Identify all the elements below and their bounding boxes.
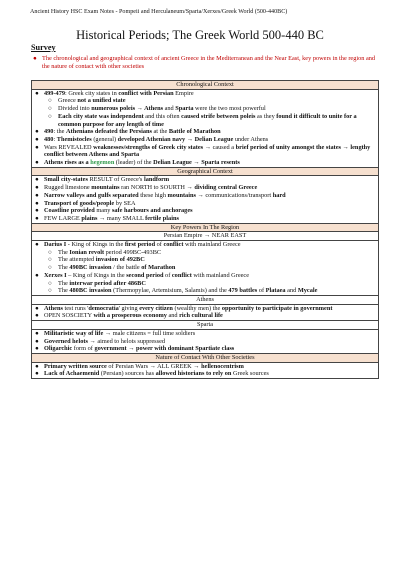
section-chronological: Chronological Context — [32, 81, 379, 90]
circle-bullet-icon: ○ — [48, 279, 52, 287]
section-geographical: Geographical Context — [32, 167, 379, 176]
bullet-icon: ● — [35, 143, 39, 151]
section-key-powers: Key Powers In The Region — [32, 223, 379, 232]
list-item: ○ The Ionian revolt period 499BC-493BC — [48, 248, 162, 256]
list-item: ● Narrow valleys and gulfs separated these high mountains → communications/transport hard — [35, 191, 286, 199]
chronological-cell — [32, 89, 379, 167]
subsection-sparta: Sparta — [32, 321, 379, 330]
list-item: ● FEW LARGE plains → many SMALL fertile plains — [35, 214, 179, 222]
bullet-icon: ● — [35, 135, 39, 143]
section-contact: Nature of Contact With Other Societies — [32, 353, 379, 362]
list-item: ● Xerxes I – King of Kings in the second period of conflict with mainland Greece — [35, 271, 250, 279]
list-item: ● Primary written source of Persian Wars → ALL GREEK → hellenocentrism — [35, 362, 244, 370]
hegemon-term: hegemon — [90, 159, 115, 167]
list-item: ○ The interwar period after 486BC — [48, 279, 146, 287]
list-item: ○ Each city state was independent and this often caused strife between poleis as they found it difficult to unite for a common purpose for any length of time — [48, 112, 357, 128]
bullet-icon: ● — [35, 176, 39, 184]
list-item: ○ The 480BC invasion (Thermopylae, Artemisium, Salamis) and the 479 battles of Plataea and Mycale — [48, 287, 318, 295]
bullet-icon: ● — [35, 207, 39, 215]
list-item: ● 480: Themistocles (general) developed Athenian navy → Delian League under Athens — [35, 135, 269, 143]
list-item: ○ The 490BC invasion / the battle of Marathon — [48, 264, 176, 272]
list-item: ● Transport of goods/people by SEA — [35, 199, 136, 207]
bullet-icon: ● — [35, 241, 39, 249]
list-item: ● Athens rises as a hegemon (leader) of the Delian League → Sparta resents — [35, 159, 240, 167]
circle-bullet-icon: ○ — [48, 105, 52, 113]
bullet-icon: ● — [35, 370, 39, 378]
list-item: ● Governed helots → aimed to helots suppressed — [35, 337, 166, 345]
list-item: ● Darius I - King of Kings in the first period of conflict with mainland Greece — [35, 241, 241, 249]
bullet-icon: ● — [35, 337, 39, 345]
page-title: Historical Periods; The Greek World 500-440 BC — [76, 28, 324, 42]
list-item: ● Small city-states RESULT of Greece's landform — [35, 176, 170, 184]
list-item: ● Athens test runs 'democratia' giving every citizen (wealthy men) the opportunity to participate in government — [35, 304, 333, 312]
list-item: ○ The attempted invasion of 492BC — [48, 256, 145, 264]
list-item: ● Wars REVEALED weaknesses/strengths of Greek city states → caused a brief period of unity amongst the states → lengthy conflict between Athens and Sparta — [35, 143, 371, 159]
bullet-icon: ● — [35, 128, 39, 136]
circle-bullet-icon: ○ — [48, 248, 52, 256]
list-item: ● Oligarchic form of government → power with dominant Spartiate class — [35, 345, 235, 353]
circle-bullet-icon: ○ — [48, 287, 52, 295]
sparta-cell — [32, 329, 379, 353]
intro-text: The chronological and geographical context of ancient Greece in the Mediterranean and the Near East, key powers in the region and the nature of contact with other societies — [42, 55, 376, 70]
bullet-icon: ● — [35, 199, 39, 207]
bullet-icon: ● — [35, 89, 39, 97]
bullet-icon: ● — [33, 55, 37, 62]
subsection-persian-empire: Persian Empire → NEAR EAST — [32, 232, 379, 241]
circle-bullet-icon: ○ — [48, 97, 52, 105]
list-item: ● Coastline provided many safe harbours and anchorages — [35, 207, 193, 215]
survey-heading: Survey — [31, 43, 56, 52]
list-item: ● Militaristic way of life → male citizens = full time soldiers — [35, 329, 196, 337]
bullet-icon: ● — [35, 184, 39, 192]
bullet-icon: ● — [35, 312, 39, 320]
circle-bullet-icon: ○ — [48, 256, 52, 264]
list-item: ● Rugged limestone mountains ran NORTH to SOURTH → dividing central Greece — [35, 184, 258, 192]
bullet-icon: ● — [35, 191, 39, 199]
list-item: ● 490: the Athenians defeated the Persians at the Battle of Marathon — [35, 128, 221, 136]
bullet-icon: ● — [35, 362, 39, 370]
contact-cell — [32, 362, 379, 378]
circle-bullet-icon: ○ — [48, 264, 52, 272]
athens-cell — [32, 304, 379, 320]
notes-table — [31, 80, 379, 379]
bullet-icon: ● — [35, 159, 39, 167]
bullet-icon: ● — [35, 304, 39, 312]
bullet-icon: ● — [35, 345, 39, 353]
list-item: ○ Divided into numerous poleis → Athens and Sparta were the two most powerful — [48, 105, 266, 113]
subsection-athens: Athens — [32, 295, 379, 304]
circle-bullet-icon: ○ — [48, 112, 52, 120]
intro-item — [33, 55, 378, 71]
bullet-icon: ● — [35, 329, 39, 337]
document-header: Ancient History HSC Exam Notes - Pompeii and Herculaneum/Sparta/Xerxes/Greek World (500-440BC) — [30, 9, 288, 15]
geographical-cell — [32, 176, 379, 223]
bullet-icon: ● — [35, 271, 39, 279]
list-item: ● Lack of Achaemenid (Persian) sources has allowed historians to rely on Greek sources — [35, 370, 269, 378]
list-item: ● 499-479: Greek city states in conflict with Persian Empire — [35, 89, 194, 97]
bullet-icon: ● — [35, 214, 39, 222]
persian-cell — [32, 241, 379, 296]
list-item: ○ Greece not a unified state — [48, 97, 126, 105]
list-item: ● OPEN SOSCIETY with a prosperous economy and rich cultural life — [35, 312, 223, 320]
